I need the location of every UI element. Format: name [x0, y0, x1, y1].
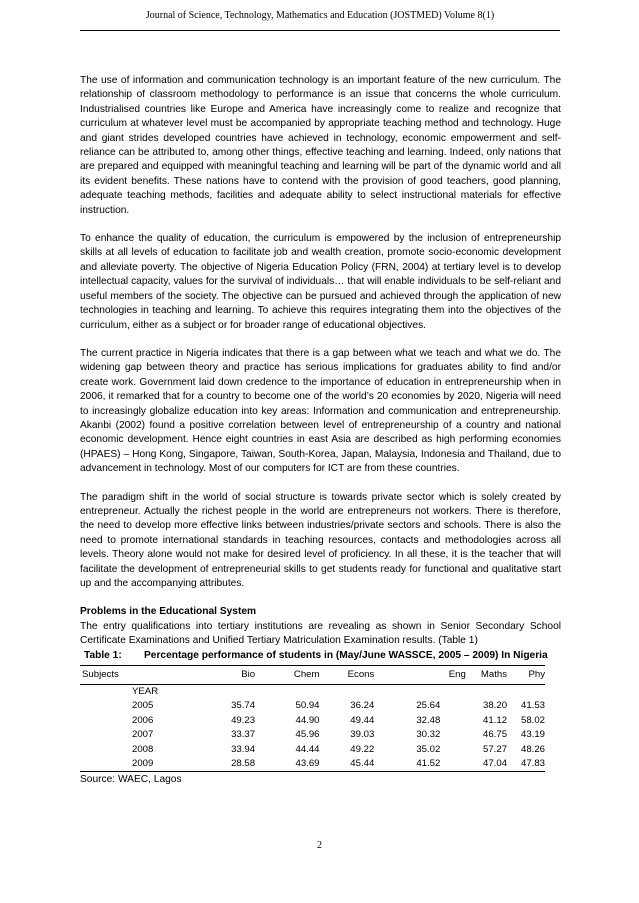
year-cell: 2005 — [132, 700, 154, 712]
section-intro: The entry qualifications into tertiary institutions are revealing as shown in Senior Secondary School Certificate Examinations and Unified Tertiary Matriculation Examination results. (Table 1) — [80, 620, 561, 647]
phy-cell: 48.26 — [520, 743, 545, 755]
maths-cell: 47.04 — [466, 757, 507, 772]
header-subjects: Subjects — [80, 665, 203, 684]
econs-cell: 49.44 — [350, 714, 375, 726]
paragraph-paradigm-shift: The paradigm shift in the world of social structure is towards private sector which is solely created by entrepreneur. Actually the richest people in the world are entrepreneurs not workers. There is therefore, the need to develop more effective links between industries/private sectors and schools. There is also the need to promote international standards in teaching resources, contacts and methodologies across all levels. Theory alone would not make for desired level of proficiency. In all these, it is the teacher that will facilitate the development of entrepreneurial skills to get students ready for functional and qualitative start up and the accompanying attributes. — [80, 491, 561, 589]
article-body — [80, 74, 561, 788]
table-row — [80, 757, 545, 772]
maths-cell: 57.27 — [483, 743, 508, 755]
phy-cell: 58.02 — [520, 714, 545, 726]
running-header: Journal of Science, Technology, Mathematics and Education (JOSTMED) Volume 8(1) — [145, 10, 495, 21]
paragraph-ict-curriculum: The use of information and communication technology is an important feature of the new curriculum. The relationship of classroom methodology to performance is an issue that concerns the whole curriculum. Industrialised countries like Europe and America have increasingly come to realize and recognize that curriculum at whatever level must be accompanied by appropriate teaching method and technology. Huge and giant strides developed countries have achieved in technology, economic empowerment and self-reliance can be attributed to, among other things, effective teaching and learning. Indeed, only nations that are prepared and equipped with meaningful teaching and learning will be part of the dynamic world and all its evident benefits. These nations have to contend with the provision of good teachers, good planning, adequate teaching methods, facilities and adequate ability to select instructional materials for effective instruction. — [80, 75, 561, 216]
table-row — [80, 714, 545, 728]
maths-cell: 41.12 — [483, 714, 508, 726]
table-row — [80, 699, 545, 713]
chem-cell: 44.90 — [295, 714, 320, 726]
chem-cell: 44.44 — [295, 743, 320, 755]
header-econs: Econs — [320, 665, 397, 684]
eng-cell: 25.64 — [416, 700, 441, 712]
year-cell: 2008 — [132, 743, 154, 755]
eng-cell: 30.32 — [416, 729, 441, 741]
header-rule — [80, 30, 560, 31]
chem-cell: 45.96 — [295, 729, 320, 741]
header-eng: Eng — [396, 665, 465, 684]
year-cell: 2006 — [132, 714, 154, 726]
bio-cell: 28.58 — [203, 757, 279, 772]
header-phy: Phy — [507, 665, 545, 684]
phy-cell: 43.19 — [520, 729, 545, 741]
paragraph-current-practice: The current practice in Nigeria indicates that there is a gap between what we teach and what we do. The widening gap between theory and practice has serious implications for graduates ability to find and/or create work. Government laid down credence to the importance of education in entrepreneurship when in 2006, it remarked that for a country to become one of the world’s 20 economies by 2020, Nigeria will need to increasingly globalize education into key areas: Information and communication and entrepreneurship. Akanbi (2002) found a positive correlation between level of entrepreneurship of a country and national economic development. Hence eight countries in east Asia are described as high performing economies (HPAES) – Hong Kong, Singapore, Taiwan, South-Korea, Japan, Malaysia, Indonesia and Thailand, due to advancement in technology. Most of our computers for ICT are from these countries. — [80, 347, 561, 475]
paragraph-entrepreneurship-skills: To enhance the quality of education, the curriculum is empowered by the inclusion of entrepreneurship skills at all levels of education to facilitate job and wealth creation, promote socio-economic development and alleviate poverty. The objective of Nigeria Education Policy (FRN, 2004) at tertiary level is to develop intellectual capacity, values for the survival of individuals… that will enable individuals to be self-reliant and useful members of the society. The objective can be pursued and achieved through the application of new technologies in teaching and learning. To achieve this requires integrating them into the objectives of the curriculum, either as a subject or for broader range of educational objectives. — [80, 233, 561, 331]
table-source: Source: WAEC, Lagos — [80, 774, 182, 786]
page-number: 2 — [317, 840, 322, 851]
table-caption — [80, 649, 561, 663]
econs-cell: 49.22 — [350, 743, 375, 755]
eng-cell: 41.52 — [396, 757, 465, 772]
performance-table — [80, 665, 545, 773]
year-label: YEAR — [132, 686, 159, 698]
table-title: Percentage performance of students in (May/June WASSCE, 2005 – 2009) In Nigeria — [144, 649, 548, 661]
year-cell: 2007 — [132, 729, 154, 741]
phy-cell: 47.83 — [507, 757, 545, 772]
header-bio: Bio — [203, 665, 279, 684]
maths-cell: 38.20 — [483, 700, 508, 712]
econs-cell: 39.03 — [350, 729, 375, 741]
year-cell: 2009 — [80, 757, 203, 772]
econs-cell: 36.24 — [350, 700, 375, 712]
table-row-year-label — [80, 685, 545, 700]
chem-cell: 50.94 — [295, 700, 320, 712]
maths-cell: 46.75 — [483, 729, 508, 741]
table-row — [80, 743, 545, 757]
econs-cell: 45.44 — [320, 757, 397, 772]
eng-cell: 32.48 — [416, 714, 441, 726]
phy-cell: 41.53 — [520, 700, 545, 712]
section-heading: Problems in the Educational System — [80, 606, 257, 618]
eng-cell: 35.02 — [416, 743, 441, 755]
bio-cell: 49.23 — [231, 714, 256, 726]
bio-cell: 33.94 — [231, 743, 256, 755]
table-label: Table 1: — [84, 649, 122, 661]
bio-cell: 33.37 — [231, 729, 256, 741]
table-header-row — [80, 665, 545, 684]
header-maths: Maths — [466, 665, 507, 684]
table-row — [80, 728, 545, 742]
chem-cell: 43.69 — [279, 757, 319, 772]
header-chem: Chem — [279, 665, 319, 684]
bio-cell: 35.74 — [231, 700, 256, 712]
